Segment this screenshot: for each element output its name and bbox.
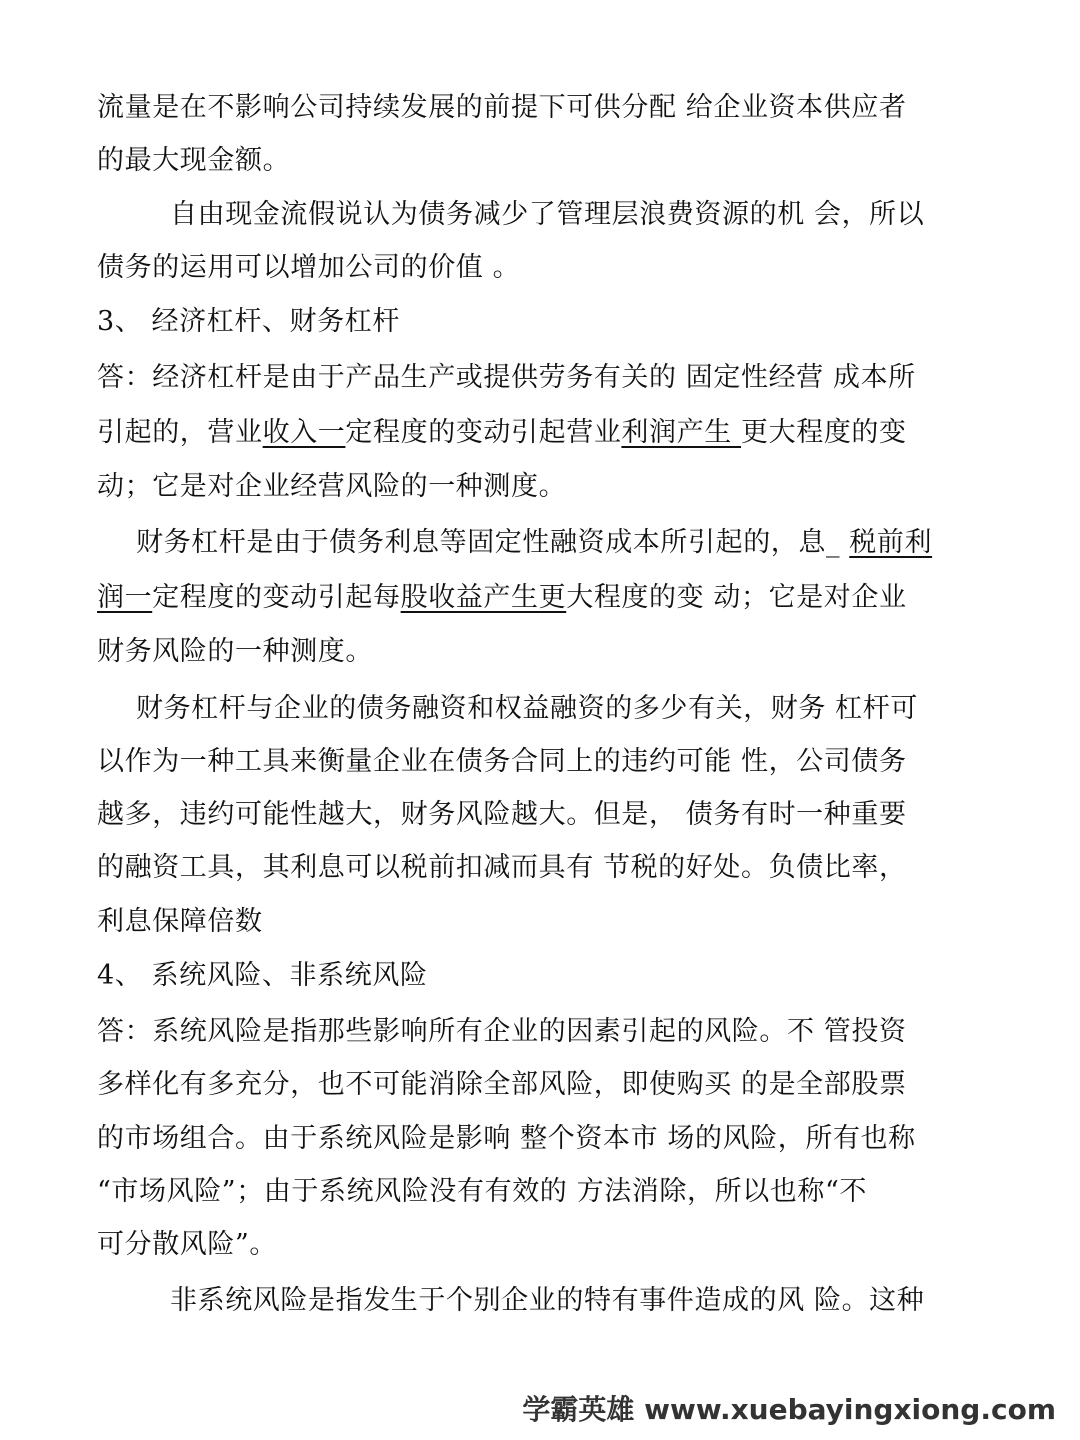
paragraph-5-line-1: 财务杠杆与企业的债务融资和权益融资的多少有关，财务 杠杆可 [136,693,918,724]
paragraph-3-line-3: 动；它是对企业经营风险的一种测度。 [97,471,567,502]
paragraph-5-line-5: 利息保障倍数 [97,906,263,937]
paragraph-4-line-1 [136,523,932,563]
underlined-text: 收入一 [262,417,346,448]
text-run: 大程度的变 动；它是对企业 [566,582,907,613]
text-run: 财务杠杆是由于债务利息等固定性融资成本所引起的，息_ [136,527,850,558]
underlined-text: 利润产生 [621,417,742,448]
paragraph-1-line-2: 的最大现金额。 [97,145,291,176]
paragraph-2-line-2: 债务的运用可以增加公司的价值 。 [97,252,521,283]
paragraph-1-line-1: 流量是在不影响公司持续发展的前提下可供分配 给企业资本供应者 [97,92,907,123]
paragraph-4-line-3: 财务风险的一种测度。 [97,636,373,667]
underlined-text: 税前利 [849,527,933,558]
section-heading-4: 4、 系统风险、非系统风险 [97,960,428,991]
paragraph-4-line-2 [97,578,907,618]
paragraph-3-line-2 [97,413,907,453]
paragraph-6-line-3: 的市场组合。由于系统风险是影响 整个资本市 场的风险，所有也称 [97,1123,916,1154]
paragraph-6-line-1: 答：系统风险是指那些影响所有企业的因素引起的风险。不 管投资 [97,1016,907,1047]
paragraph-3-line-1: 答：经济杠杆是由于产品生产或提供劳务有关的 固定性经营 成本所 [97,362,916,393]
paragraph-7-line-1: 非系统风险是指发生于个别企业的特有事件造成的风 险。这种 [170,1285,925,1316]
paragraph-5-line-4: 的融资工具，其利息可以税前扣减而具有 节税的好处。负债比率， [97,852,907,883]
paragraph-5-line-2: 以作为一种工具来衡量企业在债务合同上的违约可能 性，公司债务 [97,746,907,777]
paragraph-6-line-2: 多样化有多充分，也不可能消除全部风险，即使购买 的是全部股票 [97,1069,907,1100]
paragraph-5-line-3: 越多，违约可能性越大，财务风险越大。但是， 债务有时一种重要 [97,799,907,830]
footer-watermark: 学霸英雄 www.xuebayingxiong.com [522,1393,1056,1426]
text-run: 定程度的变动引起营业 [345,417,622,448]
text-run: 定程度的变动引起每 [152,582,401,613]
text-run: 更大程度的变 [741,417,907,448]
underlined-text: 润一 [97,582,153,613]
underlined-text: 股收益产生更 [400,582,567,613]
section-heading-3: 3、 经济杠杆、财务杠杆 [97,306,400,337]
paragraph-6-line-5: 可分散风险”。 [97,1229,278,1260]
text-run: 引起的，营业 [97,417,263,448]
paragraph-2-line-1: 自由现金流假说认为债务减少了管理层浪费资源的机 会，所以 [170,199,925,230]
paragraph-6-line-4: “市场风险”；由于系统风险没有有效的 方法消除，所以也称“不 [97,1176,867,1207]
